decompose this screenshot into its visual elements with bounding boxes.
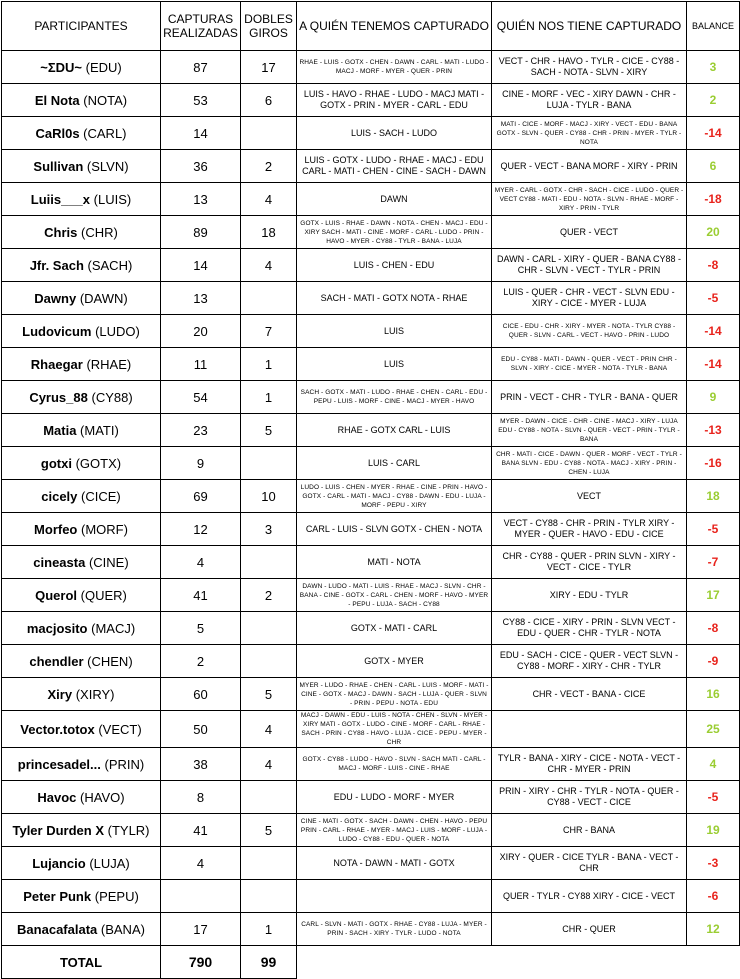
- table-row: [2, 814, 740, 847]
- participant-cell: [2, 913, 161, 946]
- participant-cell: [2, 880, 161, 913]
- participant-name: Chris: [44, 224, 78, 240]
- participant-name: Jfr. Sach: [29, 257, 84, 273]
- participant-name: Rhaegar: [30, 356, 83, 372]
- participant-code: (CINE): [88, 554, 129, 570]
- balance-value: 16: [687, 678, 740, 711]
- header-quien-nos: QUIÉN NOS TIENE CAPTURADO: [492, 2, 687, 51]
- capturas-value: 5: [161, 612, 241, 645]
- capturas-value: 20: [161, 315, 241, 348]
- a-quien-list: LUIS - SACH - LUDO: [297, 117, 492, 150]
- dobles-value: 7: [241, 315, 297, 348]
- capturas-value: 14: [161, 117, 241, 150]
- captures-table: [1, 1, 740, 979]
- table-row: [2, 781, 740, 814]
- a-quien-list: CARL - LUIS - SLVN GOTX - CHEN - NOTA: [297, 513, 492, 546]
- table-row: [2, 315, 740, 348]
- participant-name: Sullivan: [33, 158, 84, 174]
- quien-nos-list: CHR - VECT - BANA - CICE: [492, 678, 687, 711]
- participant-name: ~ΣDU~: [40, 59, 83, 75]
- dobles-value: [241, 847, 297, 880]
- quien-nos-list: XIRY - EDU - TYLR: [492, 579, 687, 612]
- dobles-value: 17: [241, 51, 297, 84]
- participant-name: Querol: [35, 587, 78, 603]
- capturas-value: 41: [161, 579, 241, 612]
- capturas-value: 69: [161, 480, 241, 513]
- balance-value: -14: [687, 348, 740, 381]
- dobles-value: [241, 117, 297, 150]
- a-quien-list: EDU - LUDO - MORF - MYER: [297, 781, 492, 814]
- table-row: [2, 150, 740, 183]
- quien-nos-list: MYER - CARL - GOTX - CHR - SACH - CICE - LUDO - QUER - VECT CY88 - MATI - EDU - NOTA - SLVN - RHAE - MORF - XIRY - PRIN - TYLR: [492, 183, 687, 216]
- a-quien-list: LUIS - GOTX - LUDO - RHAE - MACJ - EDU CARL - MATI - CHEN - CINE - SACH - DAWN: [297, 150, 492, 183]
- capturas-value: 60: [161, 678, 241, 711]
- balance-value: 3: [687, 51, 740, 84]
- a-quien-list: SACH - MATI - GOTX NOTA - RHAE: [297, 282, 492, 315]
- a-quien-list: GOTX - CY88 - LUDO - HAVO - SLVN - SACH MATI - CARL - MACJ - MORF - LUIS - CINE - RHAE: [297, 748, 492, 781]
- quien-nos-list: [492, 711, 687, 748]
- a-quien-list: LUDO - LUIS - CHEN - MYER - RHAE - CINE - PRIN - HAVO - GOTX - CARL - MATI - MACJ - CY88 - DAWN - EDU - LUJA - MORF - PEPU - XIRY: [297, 480, 492, 513]
- table-row: [2, 913, 740, 946]
- a-quien-list: RHAE - GOTX CARL - LUIS: [297, 414, 492, 447]
- total-empty: [297, 946, 740, 979]
- participant-cell: [2, 678, 161, 711]
- dobles-value: 1: [241, 381, 297, 414]
- participant-code: (CHEN): [87, 653, 133, 669]
- participant-cell: [2, 51, 161, 84]
- participant-code: (EDU): [85, 59, 122, 75]
- participant-name: CaRl0s: [35, 125, 80, 141]
- participant-cell: [2, 348, 161, 381]
- a-quien-list: RHAE - LUIS - GOTX - CHEN - DAWN - CARL - MATI - LUDO - MACJ - MORF - MYER - QUER - PRIN: [297, 51, 492, 84]
- participant-name: Vector.totox: [20, 721, 95, 737]
- dobles-value: 4: [241, 711, 297, 748]
- a-quien-list: LUIS: [297, 315, 492, 348]
- a-quien-list: DAWN - LUDO - MATI - LUIS - RHAE - MACJ - SLVN - CHR - BANA - CINE - GOTX - CARL - CHEN - MORF - HAVO - MYER - PEPU - LUJA - SACH - CY88: [297, 579, 492, 612]
- balance-value: -9: [687, 645, 740, 678]
- participant-cell: [2, 513, 161, 546]
- participant-cell: [2, 150, 161, 183]
- balance-value: -14: [687, 117, 740, 150]
- a-quien-list: LUIS - HAVO - RHAE - LUDO - MACJ MATI - GOTX - PRIN - MYER - CARL - EDU: [297, 84, 492, 117]
- dobles-value: [241, 447, 297, 480]
- participant-code: (CARL): [83, 125, 127, 141]
- a-quien-list: GOTX - MYER: [297, 645, 492, 678]
- quien-nos-list: CHR - CY88 - QUER - PRIN SLVN - XIRY - VECT - CICE - TYLR: [492, 546, 687, 579]
- participant-name: Tyler Durden X: [12, 822, 104, 838]
- a-quien-list: GOTX - LUIS - RHAE - DAWN - NOTA - CHEN - MACJ - EDU - XIRY SACH - MATI - CINE - MORF - CARL - LUDO - PRIN - HAVO - MYER - CY88 - TYLR - BANA - LUJA: [297, 216, 492, 249]
- participant-cell: [2, 282, 161, 315]
- dobles-value: [241, 880, 297, 913]
- participant-name: Havoc: [37, 789, 77, 805]
- participant-code: (MORF): [81, 521, 128, 537]
- quien-nos-list: LUIS - QUER - CHR - VECT - SLVN EDU - XIRY - CICE - MYER - LUJA: [492, 282, 687, 315]
- quien-nos-list: CHR - MATI - CICE - DAWN - QUER - MORF - VECT - TYLR - BANA SLVN - EDU - CY88 - NOTA - MACJ - XIRY - PRIN - CHEN - LUJA: [492, 447, 687, 480]
- dobles-value: [241, 282, 297, 315]
- quien-nos-list: PRIN - VECT - CHR - TYLR - BANA - QUER: [492, 381, 687, 414]
- capturas-value: 23: [161, 414, 241, 447]
- participant-cell: [2, 748, 161, 781]
- dobles-value: 5: [241, 414, 297, 447]
- participant-code: (TYLR): [107, 822, 150, 838]
- balance-value: -3: [687, 847, 740, 880]
- balance-value: -14: [687, 315, 740, 348]
- quien-nos-list: MYER - DAWN - CICE - CHR - CINE - MACJ - XIRY - LUJA EDU - CY88 - NOTA - SLVN - QUER - VECT - PRIN - TYLR - BANA: [492, 414, 687, 447]
- quien-nos-list: VECT: [492, 480, 687, 513]
- participant-name: Morfeo: [34, 521, 78, 537]
- table-row: [2, 117, 740, 150]
- participant-cell: [2, 781, 161, 814]
- table-row: [2, 880, 740, 913]
- balance-value: -16: [687, 447, 740, 480]
- capturas-value: 53: [161, 84, 241, 117]
- balance-value: -5: [687, 282, 740, 315]
- table-row: [2, 216, 740, 249]
- capturas-value: 41: [161, 814, 241, 847]
- capturas-value: 89: [161, 216, 241, 249]
- balance-value: 12: [687, 913, 740, 946]
- capturas-value: 4: [161, 847, 241, 880]
- table-row: [2, 51, 740, 84]
- capturas-value: 11: [161, 348, 241, 381]
- table-row: [2, 480, 740, 513]
- capturas-value: 50: [161, 711, 241, 748]
- quien-nos-list: MATI - CICE - MORF - MACJ - XIRY - VECT - EDU - BANA GOTX - SLVN - QUER - CY88 - CHR - PRIN - MYER - TYLR - NOTA: [492, 117, 687, 150]
- a-quien-list: LUIS: [297, 348, 492, 381]
- table-row: [2, 645, 740, 678]
- participant-code: (SLVN): [86, 158, 129, 174]
- table-row: [2, 612, 740, 645]
- participant-code: (MACJ): [91, 620, 136, 636]
- balance-value: 18: [687, 480, 740, 513]
- dobles-value: 2: [241, 150, 297, 183]
- dobles-value: 6: [241, 84, 297, 117]
- header-row: [2, 2, 740, 51]
- participant-code: (CY88): [91, 389, 133, 405]
- balance-value: 25: [687, 711, 740, 748]
- table-row: [2, 249, 740, 282]
- participant-code: (GOTX): [75, 455, 122, 471]
- header-capturas: CAPTURAS REALIZADAS: [161, 2, 241, 51]
- a-quien-list: LUIS - CARL: [297, 447, 492, 480]
- quien-nos-list: EDU - SACH - CICE - QUER - VECT SLVN - CY88 - MORF - XIRY - CHR - TYLR: [492, 645, 687, 678]
- capturas-value: 4: [161, 546, 241, 579]
- a-quien-list: NOTA - DAWN - MATI - GOTX: [297, 847, 492, 880]
- participant-name: Matia: [43, 422, 77, 438]
- table-row: [2, 84, 740, 117]
- header-participantes: PARTICIPANTES: [2, 2, 161, 51]
- balance-value: -5: [687, 781, 740, 814]
- a-quien-list: GOTX - MATI - CARL: [297, 612, 492, 645]
- balance-value: -8: [687, 612, 740, 645]
- table-row: [2, 847, 740, 880]
- quien-nos-list: EDU - CY88 - MATI - DAWN - QUER - VECT - PRIN CHR - SLVN - XIRY - CICE - MYER - NOTA - TYLR - BANA: [492, 348, 687, 381]
- dobles-value: 3: [241, 513, 297, 546]
- table-row: [2, 381, 740, 414]
- participant-code: (QUER): [80, 587, 127, 603]
- quien-nos-list: XIRY - QUER - CICE TYLR - BANA - VECT - CHR: [492, 847, 687, 880]
- participant-code: (NOTA): [83, 92, 128, 108]
- a-quien-list: CARL - SLVN - MATI - GOTX - RHAE - CY88 - LUJA - MYER - PRIN - SACH - XIRY - TYLR - LUDO - NOTA: [297, 913, 492, 946]
- dobles-value: 4: [241, 183, 297, 216]
- participant-code: (LUIS): [93, 191, 132, 207]
- quien-nos-list: CICE - EDU - CHR - XIRY - MYER - NOTA - TYLR CY88 - QUER - SLVN - CARL - VECT - HAVO - PRIN - LUDO: [492, 315, 687, 348]
- participant-name: cicely: [41, 488, 78, 504]
- quien-nos-list: PRIN - XIRY - CHR - TYLR - NOTA - QUER - CY88 - VECT - CICE: [492, 781, 687, 814]
- table-row: [2, 579, 740, 612]
- a-quien-list: SACH - GOTX - MATI - LUDO - RHAE - CHEN - CARL - EDU - PEPU - LUIS - MORF - CINE - MACJ - MYER - HAVO: [297, 381, 492, 414]
- table-row: [2, 282, 740, 315]
- total-dobles: 99: [241, 946, 297, 979]
- balance-value: -8: [687, 249, 740, 282]
- participant-cell: [2, 711, 161, 748]
- participant-name: Banacafalata: [17, 921, 98, 937]
- participant-name: Xiry: [47, 686, 73, 702]
- header-balance: BALANCE: [687, 2, 740, 51]
- quien-nos-list: CINE - MORF - VEC - XIRY DAWN - CHR - LUJA - TYLR - BANA: [492, 84, 687, 117]
- capturas-value: 87: [161, 51, 241, 84]
- total-capturas: 790: [161, 946, 241, 979]
- participant-code: (CICE): [81, 488, 121, 504]
- participant-code: (PRIN): [104, 756, 145, 772]
- participant-cell: [2, 579, 161, 612]
- dobles-value: 10: [241, 480, 297, 513]
- quien-nos-list: VECT - CY88 - CHR - PRIN - TYLR XIRY - MYER - QUER - HAVO - EDU - CICE: [492, 513, 687, 546]
- participant-code: (XIRY): [75, 686, 115, 702]
- dobles-value: 2: [241, 579, 297, 612]
- table-row: [2, 183, 740, 216]
- quien-nos-list: CY88 - CICE - XIRY - PRIN - SLVN VECT - EDU - QUER - CHR - TYLR - NOTA: [492, 612, 687, 645]
- participant-cell: [2, 84, 161, 117]
- table-row: [2, 546, 740, 579]
- participant-cell: [2, 117, 161, 150]
- dobles-value: 18: [241, 216, 297, 249]
- participant-cell: [2, 480, 161, 513]
- a-quien-list: DAWN: [297, 183, 492, 216]
- balance-value: -13: [687, 414, 740, 447]
- participant-name: gotxi: [40, 455, 72, 471]
- capturas-value: [161, 880, 241, 913]
- capturas-value: 14: [161, 249, 241, 282]
- participant-cell: [2, 183, 161, 216]
- participant-cell: [2, 645, 161, 678]
- capturas-value: 2: [161, 645, 241, 678]
- participant-code: (BANA): [100, 921, 145, 937]
- capturas-value: 13: [161, 282, 241, 315]
- dobles-value: [241, 781, 297, 814]
- table-row: [2, 711, 740, 748]
- balance-value: 4: [687, 748, 740, 781]
- a-quien-list: MACJ - DAWN - EDU - LUIS - NOTA - CHEN - SLVN - MYER - XIRY MATI - GOTX - LUDO - CINE - MORF - CARL - RHAE - SACH - PRIN - CY88 - HAVO - LUJA - CICE - PEPU - MYER - CHR: [297, 711, 492, 748]
- participant-name: princesadel...: [17, 756, 101, 772]
- participant-cell: [2, 612, 161, 645]
- balance-value: 6: [687, 150, 740, 183]
- quien-nos-list: DAWN - CARL - XIRY - QUER - BANA CY88 - CHR - SLVN - VECT - TYLR - PRIN: [492, 249, 687, 282]
- balance-value: 9: [687, 381, 740, 414]
- balance-value: -7: [687, 546, 740, 579]
- participant-name: Dawny: [34, 290, 77, 306]
- table-row: [2, 748, 740, 781]
- header-a-quien: A QUIÉN TENEMOS CAPTURADO: [297, 2, 492, 51]
- quien-nos-list: TYLR - BANA - XIRY - CICE - NOTA - VECT - CHR - MYER - PRIN: [492, 748, 687, 781]
- a-quien-list: LUIS - CHEN - EDU: [297, 249, 492, 282]
- capturas-value: 54: [161, 381, 241, 414]
- participant-code: (PEPU): [94, 888, 139, 904]
- participant-name: cineasta: [33, 554, 86, 570]
- header-dobles: DOBLES GIROS: [241, 2, 297, 51]
- a-quien-list: CINE - MATI - GOTX - SACH - DAWN - CHEN - HAVO - PEPU PRIN - CARL - RHAE - MYER - MACJ - LUIS - MORF - LUJA - LUDO - CY88 - EDU - QUER - NOTA: [297, 814, 492, 847]
- balance-value: 17: [687, 579, 740, 612]
- quien-nos-list: QUER - VECT - BANA MORF - XIRY - PRIN: [492, 150, 687, 183]
- quien-nos-list: CHR - BANA: [492, 814, 687, 847]
- quien-nos-list: VECT - CHR - HAVO - TYLR - CICE - CY88 - SACH - NOTA - SLVN - XIRY: [492, 51, 687, 84]
- participant-code: (CHR): [81, 224, 118, 240]
- participant-code: (MATI): [80, 422, 119, 438]
- dobles-value: 1: [241, 348, 297, 381]
- total-row: [2, 946, 740, 979]
- a-quien-list: MYER - LUDO - RHAE - CHEN - CARL - LUIS - MORF - MATI - CINE - GOTX - MACJ - DAWN - SACH - LUJA - QUER - SLVN - PRIN - PEPU - NOTA - EDU: [297, 678, 492, 711]
- capturas-value: 13: [161, 183, 241, 216]
- table-row: [2, 678, 740, 711]
- a-quien-list: MATI - NOTA: [297, 546, 492, 579]
- participant-code: (SACH): [87, 257, 133, 273]
- participant-cell: [2, 216, 161, 249]
- balance-value: -18: [687, 183, 740, 216]
- dobles-value: 1: [241, 913, 297, 946]
- participant-cell: [2, 546, 161, 579]
- capturas-value: 8: [161, 781, 241, 814]
- participant-code: (DAWN): [79, 290, 128, 306]
- capturas-value: 9: [161, 447, 241, 480]
- participant-code: (LUJA): [89, 855, 130, 871]
- participant-name: El Nota: [34, 92, 80, 108]
- balance-value: -5: [687, 513, 740, 546]
- table-row: [2, 513, 740, 546]
- balance-value: -6: [687, 880, 740, 913]
- participant-cell: [2, 249, 161, 282]
- dobles-value: [241, 645, 297, 678]
- table-row: [2, 447, 740, 480]
- participant-name: Cyrus_88: [29, 389, 88, 405]
- participant-code: (RHAE): [86, 356, 132, 372]
- balance-value: 19: [687, 814, 740, 847]
- table-row: [2, 414, 740, 447]
- participant-cell: [2, 414, 161, 447]
- dobles-value: 5: [241, 814, 297, 847]
- balance-value: 20: [687, 216, 740, 249]
- participant-name: chendler: [29, 653, 84, 669]
- capturas-value: 12: [161, 513, 241, 546]
- quien-nos-list: CHR - QUER: [492, 913, 687, 946]
- capturas-value: 17: [161, 913, 241, 946]
- total-label: TOTAL: [2, 946, 161, 979]
- participant-cell: [2, 847, 161, 880]
- dobles-value: 4: [241, 249, 297, 282]
- a-quien-list: [297, 880, 492, 913]
- dobles-value: [241, 612, 297, 645]
- participant-cell: [2, 814, 161, 847]
- participant-name: Lujancio: [32, 855, 86, 871]
- participant-name: Peter Punk: [23, 888, 92, 904]
- dobles-value: [241, 546, 297, 579]
- participant-code: (HAVO): [80, 789, 125, 805]
- participant-cell: [2, 381, 161, 414]
- dobles-value: 5: [241, 678, 297, 711]
- participant-name: Luiis___x: [30, 191, 91, 207]
- participant-code: (LUDO): [95, 323, 140, 339]
- dobles-value: 4: [241, 748, 297, 781]
- balance-value: 2: [687, 84, 740, 117]
- table-row: [2, 348, 740, 381]
- capturas-value: 36: [161, 150, 241, 183]
- participant-cell: [2, 315, 161, 348]
- capturas-value: 38: [161, 748, 241, 781]
- quien-nos-list: QUER - VECT: [492, 216, 687, 249]
- participant-cell: [2, 447, 161, 480]
- participant-name: Ludovicum: [22, 323, 92, 339]
- participant-code: (VECT): [98, 721, 142, 737]
- quien-nos-list: QUER - TYLR - CY88 XIRY - CICE - VECT: [492, 880, 687, 913]
- participant-name: macjosito: [26, 620, 88, 636]
